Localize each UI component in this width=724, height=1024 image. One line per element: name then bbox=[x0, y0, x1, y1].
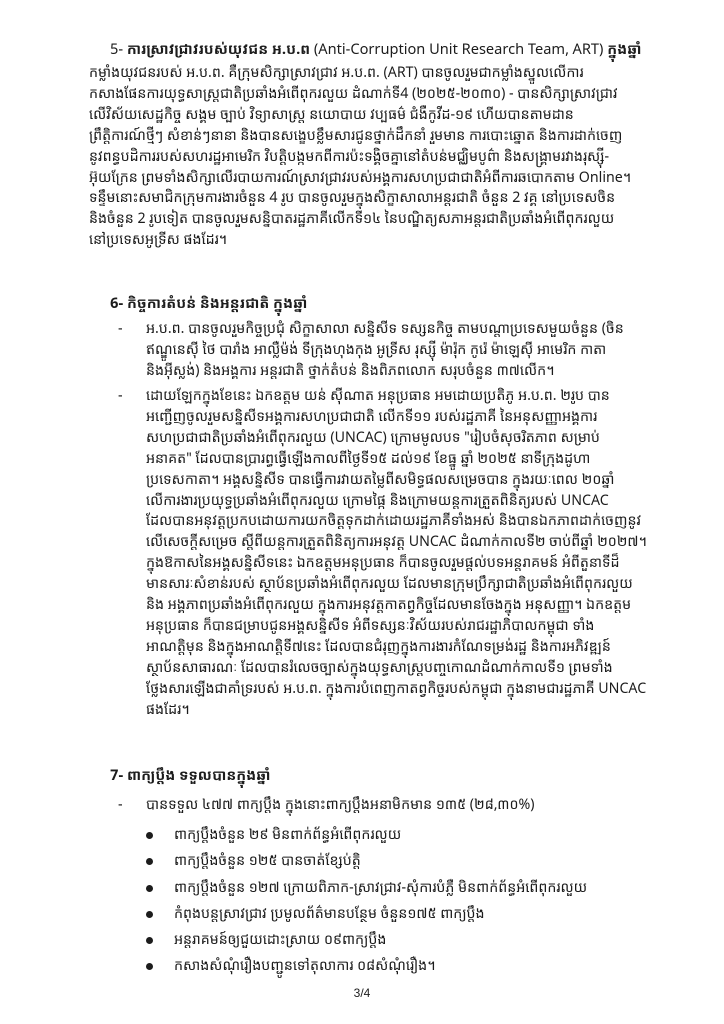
page-number: 3/4 bbox=[353, 986, 371, 1000]
item-line: និង អង្គភាពប្រឆាំងអំពើពុករលួយ ក្នុងការអនុវត្តកាតព្វកិច្ចដែលមានចែងក្នុង អនុសញ្ញា។ ឯកឧត្តម bbox=[146, 595, 632, 615]
item-line: អាណត្តិមុន និងក្នុងអាណត្តិទី៧នេះ ដែលបានជំរុញក្នុងការងារកំណែទម្រង់រដ្ឋ និងការអភិវឌ្ឍន៍ bbox=[146, 636, 611, 656]
paragraph-line: នៅប្រទេសអូទ្រីស ផងដែរ។ bbox=[89, 230, 227, 250]
paragraph-line: ព្រឹត្តិការណ៍ថ្មីៗ សំខាន់ៗនានា និងបានសង្ខេបខ្លឹមសារជូនថ្នាក់ដឹកនាំ រួមមាន ការបោះឆ្នោត និងការដាក់ចេញ bbox=[89, 125, 623, 145]
list-item-text: ពាក្យប្តឹងចំនួន ១២៥ បានចាត់ខ្សែប់ត្តិ bbox=[174, 851, 361, 871]
item-line: លើការងារប្រយុទ្ធប្រឆាំងអំពើពុករលួយ ក្រោមផ្កៃ និងក្រោមយន្តការត្រួតពិនិត្យរបស់ UNCAC bbox=[146, 490, 609, 510]
item-line: អញ្ជើញចូលរួមសន្និសីទអង្គការសហប្រជាជាតិ លើកទី១១ របស់រដ្ឋភាគី នៃអនុសញ្ញាអង្គការ bbox=[146, 406, 598, 426]
section-7-heading: 7- ពាក្យប្តឹង ទទួលបានក្នុងឆ្នាំ bbox=[110, 765, 271, 785]
section-6-heading: 6- កិច្ចការតំបន់ និងអន្តរជាតិ ក្នុងឆ្នាំ bbox=[110, 293, 308, 313]
list-item-text: ពាក្យប្តឹងចំនួន ១២៧ ក្រោយពិភាក-ស្រាវជ្រាវ-សុំការបំភ្លឺ មិនពាក់ព័ន្ធអំពើពុករលួយ bbox=[174, 877, 588, 897]
item-line: អនាគត" ដែលបានប្រារព្ធធ្វើឡើងកាលពីថ្ងៃទី១៥ ដល់១៩ ខែធ្នូ ឆ្នាំ ២០២៥ នាទីក្រុងដូហា bbox=[146, 448, 591, 468]
item-line: ប្រទេសកាតា។ អង្គសន្និសីទ បានធ្វើការវាយតម្លៃពីសមិទ្ធផលសម្រេចបាន ក្នុងរយៈពេល ២០ឆ្នាំ bbox=[146, 469, 615, 489]
bullet-dot bbox=[146, 858, 153, 865]
bullet-dot bbox=[146, 937, 153, 944]
item-line: ក្នុងឱកាសនៃអង្គសន្និសីទនេះ ឯកឧត្តមអនុប្រធាន ក៏បានចូលរួមផ្តល់បទអន្តរាគមន៍ អំពីតួនាទីដ៏ bbox=[146, 553, 620, 573]
item-line: ដែលបានអនុវត្តប្រកបដោយការយកចិត្តទុកដាក់ដោយរដ្ឋភាគីទាំងអស់ និងបានឯកភាពដាក់ចេញនូវ bbox=[146, 511, 642, 531]
dash-marker: - bbox=[118, 795, 123, 814]
section-5-title-suffix: ក្នុងឆ្នាំ bbox=[607, 39, 642, 59]
item-line: ឥណ្ឌូនេស៊ី ថៃ បារាំង អាល្លឺម៉ង់ ទីក្រុងហុងកុង អូទ្រីស រុស្ស៊ី ម៉ារ៉ុក កូរ៉េ ម៉ាឡេស៊ី អាមេរិក កាតា bbox=[146, 339, 607, 359]
paragraph-line: និងចំនួន 2 រូបទៀត បានចូលរួមសន្និបាតរដ្ឋភាគីលើកទី១៤ នៃបណ្ឌិត្យសភាអន្តរជាតិប្រឆាំងអំពើពុករលួយ bbox=[89, 209, 615, 229]
item-line: អនុប្រធាន ក៏បានជម្រាបជូនអង្គសន្និសីទ អំពីទស្សនៈវិស័យរបស់រាជរដ្ឋាភិបាលកម្ពុជា ទាំង bbox=[146, 615, 595, 635]
item-line: និងអ៊ីស្លង់) និងអង្គការ អន្តរជាតិ ថ្នាក់តំបន់ និងពិភពលោក សរុបចំនួន ៣៧លើក។ bbox=[146, 360, 555, 380]
list-item bbox=[146, 848, 666, 874]
paragraph-line: អ៊ុយក្រែន ព្រមទាំងសិក្សាលើរបាយការណ៍ស្រាវជ្រាវរបស់អង្គការសហប្រជាជាតិអំពីការឆបោកតាម Online។ bbox=[89, 167, 632, 187]
section-7-item-1 bbox=[118, 795, 678, 816]
section-6-item-2 bbox=[118, 386, 678, 721]
item-line: សហប្រជាជាតិប្រឆាំងអំពើពុករលួយ (UNCAC) ក្រោមមូលបទ "រៀបចំសុចរិតភាព សម្រាប់ bbox=[146, 427, 600, 447]
list-item bbox=[146, 822, 666, 848]
item-line: ដោយឡែកក្នុងខែនេះ ឯកឧត្តម យន់ ស៊ីណាត អនុប្រធាន អមដោយប្រតិភូ អ.ប.ព. ២រូប បាន bbox=[146, 386, 610, 405]
paragraph-line: កម្លាំងយុវជនរបស់ អ.ប.ព. គឺក្រុមសិក្សាស្រាវជ្រាវ អ.ប.ព. (ART) បានចូលរួមជាកម្លាំងស្នូលលើការ bbox=[89, 63, 584, 82]
list-item bbox=[146, 953, 666, 979]
complaint-breakdown-list bbox=[146, 822, 666, 980]
list-item bbox=[146, 927, 666, 953]
item-line: មានសារៈសំខាន់របស់ ស្ថាប័នប្រឆាំងអំពើពុករលួយ ដែលមានក្រុមប្រឹក្សាជាតិប្រឆាំងអំពើពុករលួយ bbox=[146, 574, 633, 594]
item-line: បានទទួល ៤៧៧ ពាក្យប្តឹង ក្នុងនោះពាក្យប្តឹងអនាមិកមាន ១៣៥ (២៨,៣០%) bbox=[146, 795, 535, 814]
item-line: អ.ប.ព. បានចូលរួមកិច្ចប្រជុំ សិក្ខាសាលា សន្និសីទ ទស្សនកិច្ច តាមបណ្តាប្រទេសមួយចំនួន (ចិន bbox=[146, 319, 624, 338]
item-line: ផងដែរ។ bbox=[146, 699, 190, 719]
bullet-dot bbox=[146, 832, 153, 839]
list-item bbox=[146, 875, 666, 901]
dash-marker: - bbox=[118, 386, 123, 405]
list-item-text: អន្តរាគមន៍ឲ្យជួយដោះស្រាយ ០៩ពាក្យប្តឹង bbox=[174, 930, 387, 950]
list-item-text: កំពុងបន្តស្រាវជ្រាវ ប្រមូលព័ត៌មានបន្ថែម ចំនួន១៧៥ ពាក្យប្តឹង bbox=[174, 903, 485, 923]
list-item-text: កសាងសំណុំរឿងបញ្ជូនទៅតុលាការ ០៨សំណុំរឿង។ bbox=[174, 956, 436, 976]
list-item-text: ពាក្យប្តឹងចំនួន ២៩ មិនពាក់ព័ន្ធអំពើពុករលួយ bbox=[174, 825, 402, 844]
paragraph-line: ទន្ទឹមនោះសមាជិកក្រុមការងារចំនួន 4 រូប បានចូលរួមក្នុងសិក្ខាសាលាអន្តរជាតិ ចំនួន 2 វគ្គ នៅប្រទេសចិន bbox=[89, 188, 616, 208]
item-line: លើសេចក្តីសម្រេច ស្តីពីយន្តការត្រួតពិនិត្យការអនុវត្ត UNCAC ដំណាក់កាលទី២ ចាប់ពីឆ្នាំ ២០២៧។ bbox=[146, 532, 647, 552]
list-item bbox=[146, 901, 666, 927]
item-line: ថ្លែងសារឡើងជាគាំទ្ររបស់ អ.ប.ព. ក្នុងការបំពេញកាតព្វកិច្ចរបស់កម្ពុជា ក្នុងនាមជារដ្ឋភាគី UNCAC bbox=[146, 678, 647, 698]
paragraph-line: លើវិស័យសេដ្ឋកិច្ច សង្គម ច្បាប់ វិទ្យាសាស្ត្រ នយោបាយ វប្បធម៌ ជំងឺកូវីដ-១៩ ហើយបានតាមដាន bbox=[89, 104, 574, 124]
section-5-title-km: ការស្រាវជ្រាវរបស់យុវជន អ.ប.ព bbox=[126, 39, 311, 59]
section-5-paragraph bbox=[89, 63, 671, 251]
bullet-dot bbox=[146, 885, 153, 892]
bullet-dot bbox=[146, 911, 153, 918]
dash-marker: - bbox=[118, 319, 123, 338]
bullet-dot bbox=[146, 963, 153, 970]
section-5-heading bbox=[110, 38, 690, 60]
paragraph-line: កសាងផែនការយុទ្ធសាស្ត្រជាតិប្រឆាំងអំពើពុករលួយ ដំណាក់ទី4 (២០២៥-២០៣០) - បានសិក្សាស្រាវជ្រាវ bbox=[89, 83, 618, 103]
section-6-item-1 bbox=[118, 319, 678, 382]
section-5-number: 5- bbox=[110, 39, 124, 59]
paragraph-line: នូវពន្ធបដិការរបស់សហរដ្ឋអាមេរិក វិបត្តិបង្កមកពីការប៉ះទង្គិចគ្នានៅតំបន់មជ្ឈិមបូព៌ា និងសង្គ្រាមរវាងរុស្ស៊ី- bbox=[89, 146, 610, 166]
item-line: ស្ថាប័នសាធារណៈ ដែលបានរំលេចច្បាស់ក្នុងយុទ្ធសាស្ត្របញ្ចកោណដំណាក់កាលទី១ ព្រមទាំង bbox=[146, 657, 613, 677]
section-5-title-en: (Anti-Corruption Unit Research Team, ART) bbox=[313, 39, 604, 59]
